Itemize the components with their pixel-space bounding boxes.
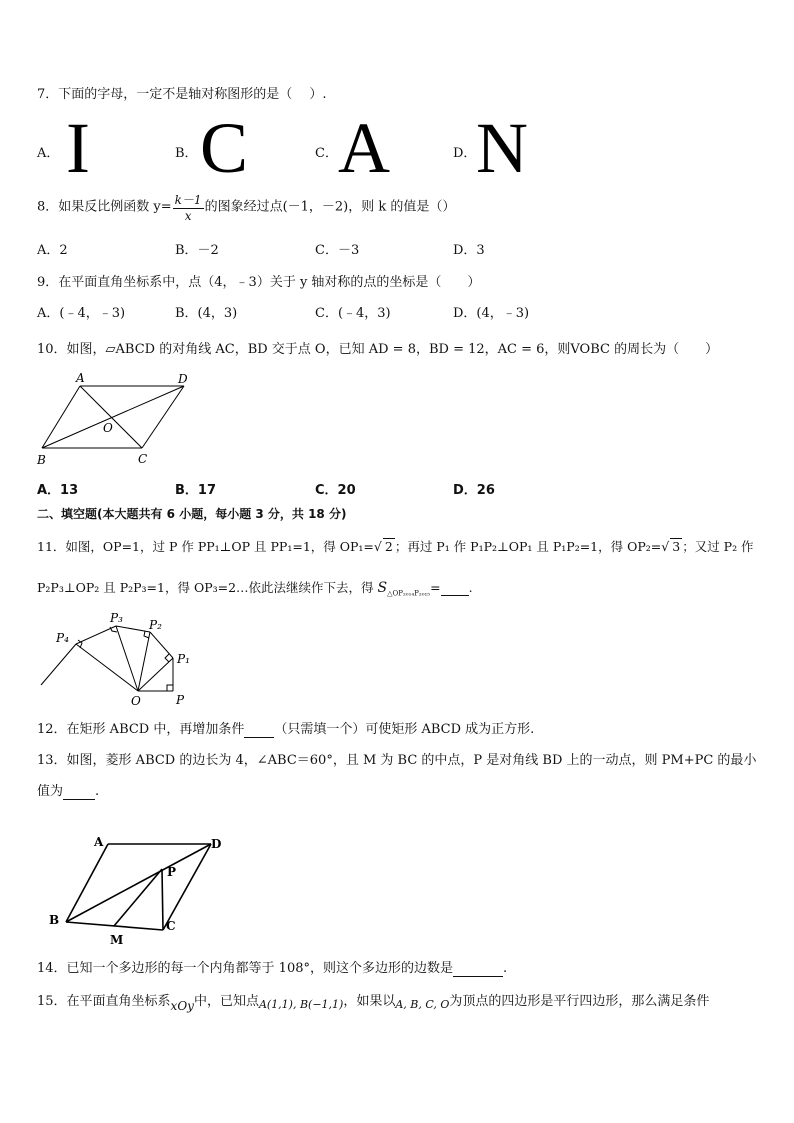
section-2-title: 二、填空题(本大题共有 6 小题，每小题 3 分，共 18 分) — [37, 507, 347, 521]
q15-points: A(1,1), B(−1,1) — [258, 998, 344, 1011]
q10-diagonal-ac — [80, 386, 142, 448]
q10-side-ba — [42, 386, 80, 448]
q13-seg-mp — [114, 869, 162, 926]
q11-sqrt3: 3 — [672, 539, 681, 554]
q12-part-b: （只需填一个）可使矩形 ABCD 成为正方形. — [274, 722, 535, 737]
q13-rhombus-figure — [46, 832, 231, 950]
q9-option-b: B．(4，3) — [175, 306, 238, 321]
q11-seg-op3 — [116, 626, 138, 691]
q7-option-d-letter: N — [476, 108, 528, 188]
q8-fraction — [173, 191, 204, 223]
q11-line2-b: = — [430, 580, 441, 595]
q15-xoy: xOy — [170, 999, 194, 1013]
q11-line1-b: ；再过 P₁ 作 P₁P₂⊥OP₁ 且 P₁P₂=1，得 OP₂= — [394, 539, 662, 554]
q15-part-d: 为顶点的四边形是平行四边形，那么满足条件 — [449, 994, 710, 1009]
q11-area-sub: △OP₂₀₁₄P₂₀₁₅ — [387, 589, 431, 598]
q11-seg-op4 — [76, 644, 138, 691]
q7-option-a-letter: I — [66, 108, 90, 188]
q13-seg-pc — [162, 869, 163, 930]
q13-line2-b: . — [95, 784, 100, 799]
q11-label-p2: P₂ — [149, 618, 162, 632]
q11-answer-blank[interactable] — [441, 580, 469, 596]
q13-label-d: D — [211, 837, 222, 851]
q14-answer-blank[interactable] — [453, 961, 503, 977]
q8-prefix: 8．如果反比例函数 y= — [37, 199, 172, 215]
q8-frac-num: k－1 — [174, 193, 202, 207]
q11-spiral-figure — [38, 612, 198, 708]
q7-option-b-label: B． — [175, 146, 198, 161]
q8-option-c: C．－3 — [315, 243, 360, 258]
q14-part-a: 14．已知一个多边形的每一个内角都等于 108°，则这个多边形的边数是 — [37, 961, 453, 976]
q12-part-a: 12．在矩形 ABCD 中，再增加条件 — [37, 722, 245, 737]
q12-stem — [37, 718, 534, 738]
q11-line1-c: ；又过 P₂ 作 — [682, 539, 754, 554]
q11-label-p1: P₁ — [177, 652, 190, 666]
q7-option-c-label: C． — [315, 146, 338, 161]
q15-part-b: 中，已知点 — [193, 994, 259, 1009]
q9-option-a: A．(﹣4，﹣3) — [37, 306, 126, 321]
q8-option-d: D．3 — [453, 243, 485, 258]
q10-label-o: O — [103, 421, 113, 435]
q10-label-d: D — [178, 372, 188, 386]
q10-stem: 10．如图，▱ABCD 的对角线 AC，BD 交于点 O，已知 AD = 8，BD = 12，AC = 6，则VOBC 的周长为（ ） — [37, 342, 719, 357]
q11-seg-p4-tail — [41, 644, 76, 685]
q11-area-s: S — [377, 580, 388, 596]
q11-label-p3: P₃ — [110, 612, 123, 625]
q7-option-b-letter: C — [200, 108, 249, 188]
q11-label-p: P — [176, 693, 185, 707]
q8-option-a: A．2 — [37, 243, 68, 258]
q12-answer-blank[interactable] — [244, 722, 274, 738]
q11-seg-p3p4 — [76, 626, 116, 644]
q13-line2-a: 值为 — [37, 784, 64, 799]
q11-line1-a: 11．如图，OP=1，过 P 作 PP₁⊥OP 且 PP₁=1，得 OP₁= — [37, 539, 374, 554]
q11-seg-op2 — [138, 632, 150, 691]
q13-label-c: C — [166, 919, 176, 933]
q13-line-2 — [37, 780, 99, 800]
q13-label-p: P — [167, 865, 177, 879]
q15-abco: A, B, C, O — [395, 998, 450, 1011]
q9-option-d: D．(4，﹣3) — [453, 306, 530, 321]
q11-line-1: 11．如图，OP=1，过 P 作 PP₁⊥OP 且 PP₁=1，得 OP₁=√ 2 ；再过 P₁ 作 P₁P₂⊥OP₁ 且 P₁P₂=1，得 OP₂=√ 3 ；又过 P₂ 作 — [37, 539, 754, 554]
q11-line-2 — [37, 578, 473, 598]
q8-suffix: 的图象经过点(－1，－2)，则 k 的值是（） — [204, 199, 456, 215]
q11-line2-a: P₂P₃⊥OP₂ 且 P₂P₃=1，得 OP₃=2…依此法继续作下去，得 — [37, 580, 378, 595]
q13-label-a: A — [94, 835, 104, 849]
q11-sqrt2: 2 — [384, 539, 393, 554]
q11-right-angle-p1 — [165, 654, 169, 662]
q8-option-b: B．－2 — [175, 243, 219, 258]
q11-right-angle-p — [167, 685, 173, 691]
q10-option-d: D．26 — [453, 483, 495, 498]
q15-stem — [37, 990, 710, 1013]
q13-label-m: M — [110, 933, 124, 947]
q10-option-b: B．17 — [175, 483, 216, 498]
q9-option-c: C．(﹣4，3) — [315, 306, 391, 321]
q9-stem: 9．在平面直角坐标系中，点（4，﹣3）关于 y 轴对称的点的坐标是（ ） — [37, 275, 481, 290]
q14-stem — [37, 957, 507, 977]
q11-line2-c: . — [468, 580, 473, 595]
q15-part-c: ，如果以 — [343, 994, 396, 1009]
q7-option-a-label: A． — [37, 146, 60, 161]
q13-line-1: 13．如图，菱形 ABCD 的边长为 4，∠ABC＝60°，且 M 为 BC 的中点，P 是对角线 BD 上的一动点，则 PM+PC 的最小 — [37, 753, 757, 768]
q14-part-b: . — [503, 961, 508, 976]
q13-label-b: B — [49, 913, 60, 927]
q10-parallelogram-figure — [34, 370, 204, 468]
q7-stem: 7．下面的字母，一定不是轴对称图形的是（ ）. — [37, 87, 327, 102]
q11-label-o: O — [131, 694, 141, 708]
q10-label-c: C — [138, 452, 148, 466]
q13-answer-blank[interactable] — [63, 784, 95, 800]
q10-label-a: A — [76, 371, 85, 385]
q7-option-d-label: D． — [453, 146, 477, 161]
q8-stem — [37, 191, 455, 223]
q10-label-b: B — [37, 453, 46, 467]
q10-option-a: A．13 — [37, 483, 79, 498]
q11-label-p4: P₄ — [56, 631, 69, 645]
q11-seg-p1p2 — [150, 632, 173, 658]
q15-part-a: 15．在平面直角坐标系 — [37, 994, 171, 1009]
q10-option-c: C．20 — [315, 483, 356, 498]
q8-frac-den: x — [184, 209, 192, 223]
q7-option-c-letter: A — [338, 108, 390, 188]
